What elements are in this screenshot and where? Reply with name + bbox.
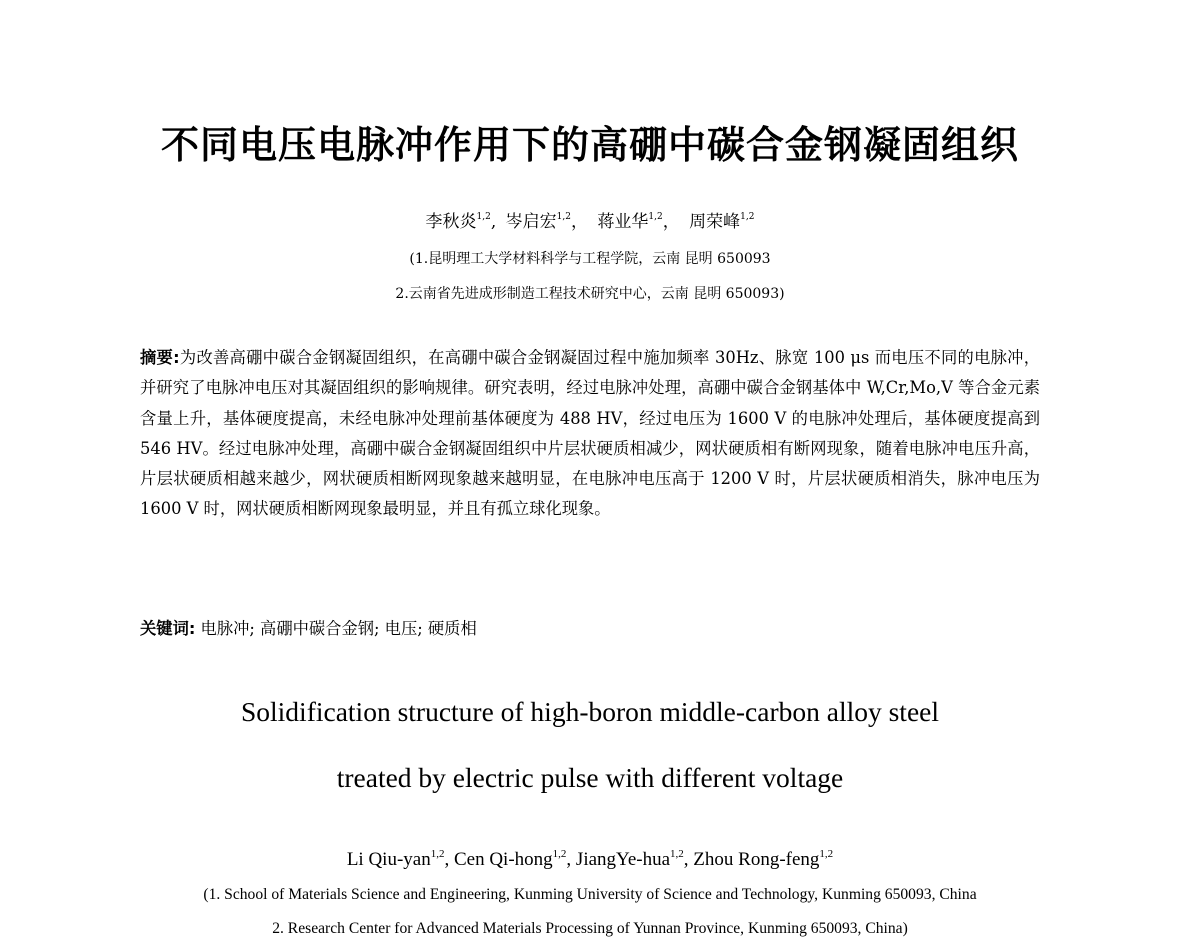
keywords-text: 电脉冲; 高硼中碳合金钢; 电压; 硬质相 [200, 619, 477, 638]
english-title-line-1: Solidification structure of high-boron middle-carbon alloy steel [240, 696, 939, 727]
english-author: Li Qiu-yan$^{1,2}$, [346, 848, 454, 870]
abstract-label: 摘要: [140, 348, 180, 367]
chinese-abstract [140, 343, 1040, 525]
chinese-authors [0, 207, 1180, 232]
keywords-label: 关键词: [140, 619, 196, 638]
chinese-title: 不同电压电脉冲作用下的高硼中碳合金钢凝固组织 [160, 123, 1019, 167]
english-author: JiangYe-hua$^{1,2}$, [575, 848, 694, 870]
english-authors [0, 848, 1180, 871]
chinese-author: 蒋业华$^{1,2}$， [597, 212, 680, 232]
english-author: Zhou Rong-feng$^{1,2}$ [693, 848, 834, 870]
english-affiliation-1: (1. School of Materials Science and Engineering, Kunming University of Science and Technology, Kunming 650093, China [203, 886, 977, 903]
english-affiliation-2: 2. Research Center for Advanced Materials Processing of Yunnan Province, Kunming 650093, China) [272, 920, 908, 937]
english-author: Cen Qi-hong$^{1,2}$, [453, 848, 576, 870]
chinese-author: 岑启宏$^{1,2}$， [505, 212, 588, 232]
chinese-author: 李秋炎$^{1,2}$, [425, 212, 497, 232]
abstract-text: 为改善高硼中碳合金钢凝固组织，在高硼中碳合金钢凝固过程中施加频率 30Hz、脉宽 100 μs 而电压不同的电脉冲，并研究了电脉冲电压对其凝固组织的影响规律。研究表明，经过电脉冲处理，高硼中碳合金钢基体中 W,Cr,Mo,V 等合金元素含量上升，基体硬度提高，未经电脉冲处理前基体硬度为 488 HV，经过电压为 1600 V 的电脉冲处理后，基体硬度提高到 546 HV。经过电脉冲处理，高硼中碳合金钢凝固组织中片层状硬质相减少，网状硬质相有断网现象，随着电脉冲电压升高，片层状硬质相越来越少，网状硬质相断网现象越来越明显，在电脉冲电压高于 1200 V 时，片层状硬质相消失，脉冲电压为 1600 V 时，网状硬质相断网现象最明显，并且有孤立球化现象。 [140, 348, 1041, 519]
english-title-line-2: treated by electric pulse with different voltage [336, 762, 844, 793]
chinese-keywords [140, 614, 1040, 644]
chinese-affiliation-2: 2.云南省先进成形制造工程技术研究中心，云南 昆明 650093) [395, 286, 785, 302]
chinese-author: 周荣峰$^{1,2}$ [689, 212, 755, 232]
chinese-affiliation-1: (1.昆明理工大学材料科学与工程学院，云南 昆明 650093 [409, 251, 771, 267]
